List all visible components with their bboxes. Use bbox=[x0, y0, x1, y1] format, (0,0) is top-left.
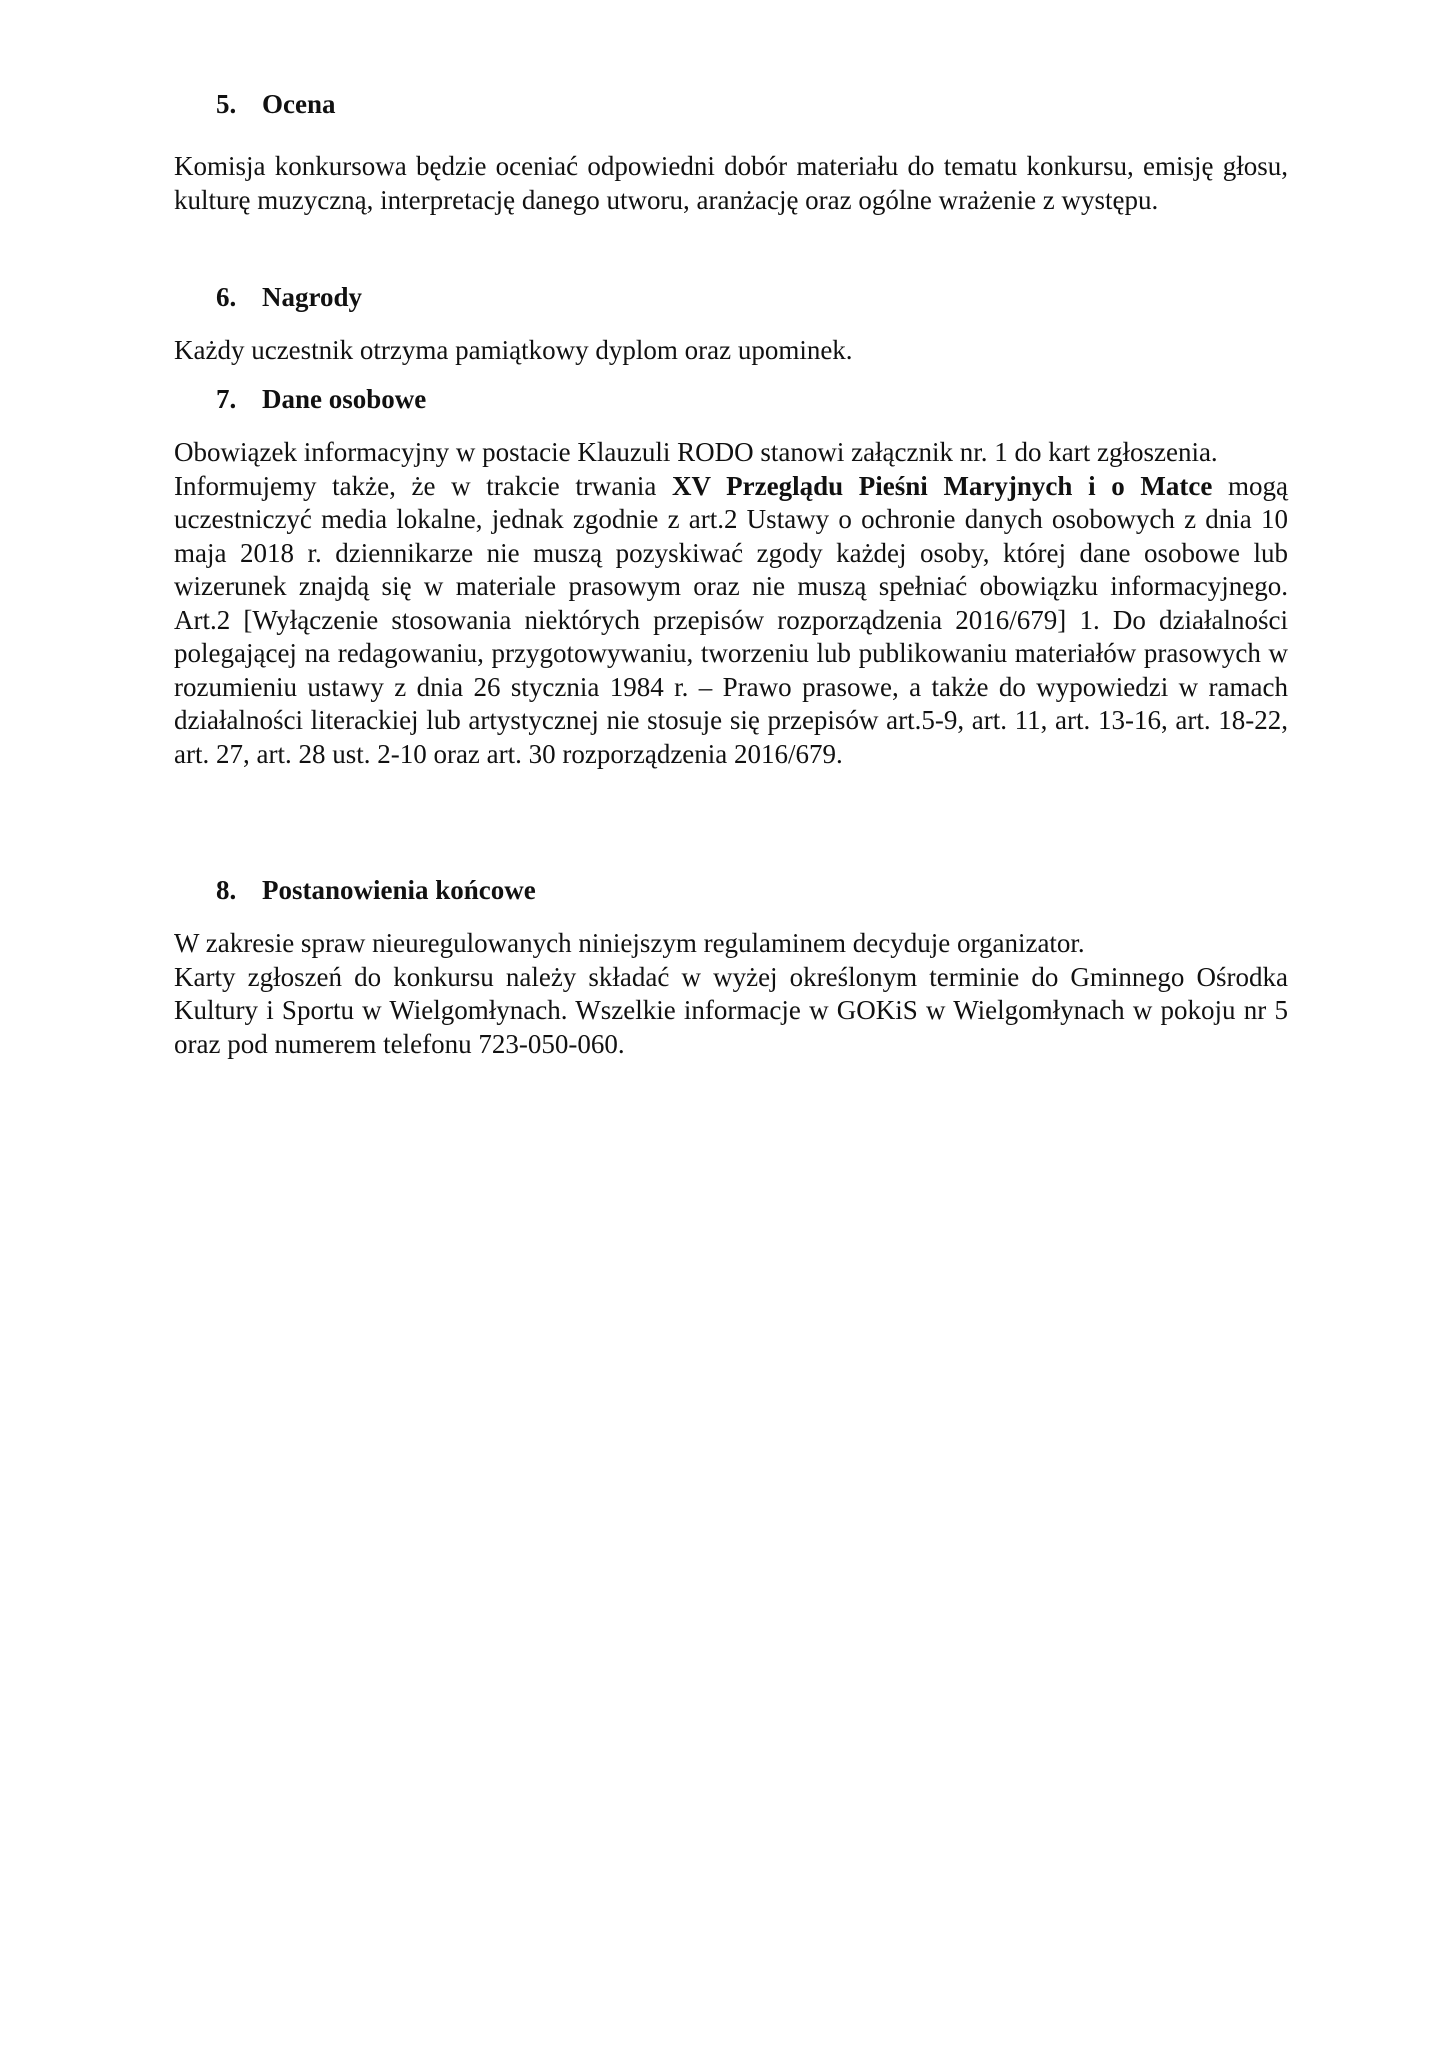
section-heading bbox=[174, 281, 1288, 314]
section-dane-osobowe bbox=[174, 383, 1288, 771]
section-paragraph: Komisja konkursowa będzie oceniać odpowiedni dobór materiału do tematu konkursu, emisję głosu, kulturę muzyczną, interpretację danego utworu, aranżację oraz ogólne wrażenie z występu. bbox=[174, 151, 1288, 215]
section-heading bbox=[174, 88, 1288, 121]
section-title: Ocena bbox=[262, 89, 336, 119]
section-number: 8. bbox=[216, 875, 237, 905]
section-number: 7. bbox=[216, 384, 237, 414]
section-heading bbox=[174, 383, 1288, 416]
section-title: Nagrody bbox=[262, 282, 363, 312]
event-name: XV Przeglądu Pieśni Maryjnych i o Matce bbox=[671, 470, 1213, 501]
section-postanowienia-koncowe bbox=[174, 874, 1288, 1061]
section-ocena bbox=[174, 88, 1288, 217]
section-paragraph: Obowiązek informacyjny w postacie Klauzuli RODO stanowi załącznik nr. 1 do kart zgłoszenia. bbox=[174, 437, 1218, 467]
section-number: 6. bbox=[216, 282, 237, 312]
section-title: Postanowienia końcowe bbox=[262, 875, 536, 905]
section-number: 5. bbox=[216, 89, 237, 119]
paragraph-text-before: Informujemy także, że w trakcie trwania bbox=[174, 470, 672, 501]
section-paragraph-media bbox=[174, 470, 1288, 772]
section-heading bbox=[174, 874, 1288, 907]
section-paragraph: Karty zgłoszeń do konkursu należy składać w wyżej określonym terminie do Gminnego Ośrodka Kultury i Sportu w Wielgomłynach. Wszelkie informacje w GOKiS w Wielgomłynach w pokoju nr 5 oraz pod numerem telefonu 723-050-060. bbox=[174, 961, 1288, 1059]
section-paragraph: Każdy uczestnik otrzyma pamiątkowy dyplom oraz upominek. bbox=[174, 335, 853, 365]
section-paragraph: W zakresie spraw nieuregulowanych niniejszym regulaminem decyduje organizator. bbox=[174, 928, 1085, 958]
section-nagrody bbox=[174, 281, 1288, 368]
paragraph-text-after: mogą uczestniczyć media lokalne, jednak zgodnie z art.2 Ustawy o ochronie danych osobowych z dnia 10 maja 2018 r. dziennikarze nie muszą pozyskiwać zgody każdej osoby, której dane osobowe lub wizerunek znajdą się w materiale prasowym oraz nie muszą spełniać obowiązku informacyjnego. Art.2 [Wyłączenie stosowania niektórych przepisów rozporządzenia 2016/679] 1. Do działalności polegającej na redagowaniu, przygotowywaniu, tworzeniu lub publikowaniu materiałów prasowych w rozumieniu ustawy z dnia 26 stycznia 1984 r. – Prawo prasowe, a także do wypowiedzi w ramach działalności literackiej lub artystycznej nie stosuje się przepisów art.5-9, art. 11, art. 13-16, art. 18-22, art. 27, art. 28 ust. 2-10 oraz art. 30 rozporządzenia 2016/679. bbox=[174, 470, 1288, 769]
section-title: Dane osobowe bbox=[262, 384, 427, 414]
